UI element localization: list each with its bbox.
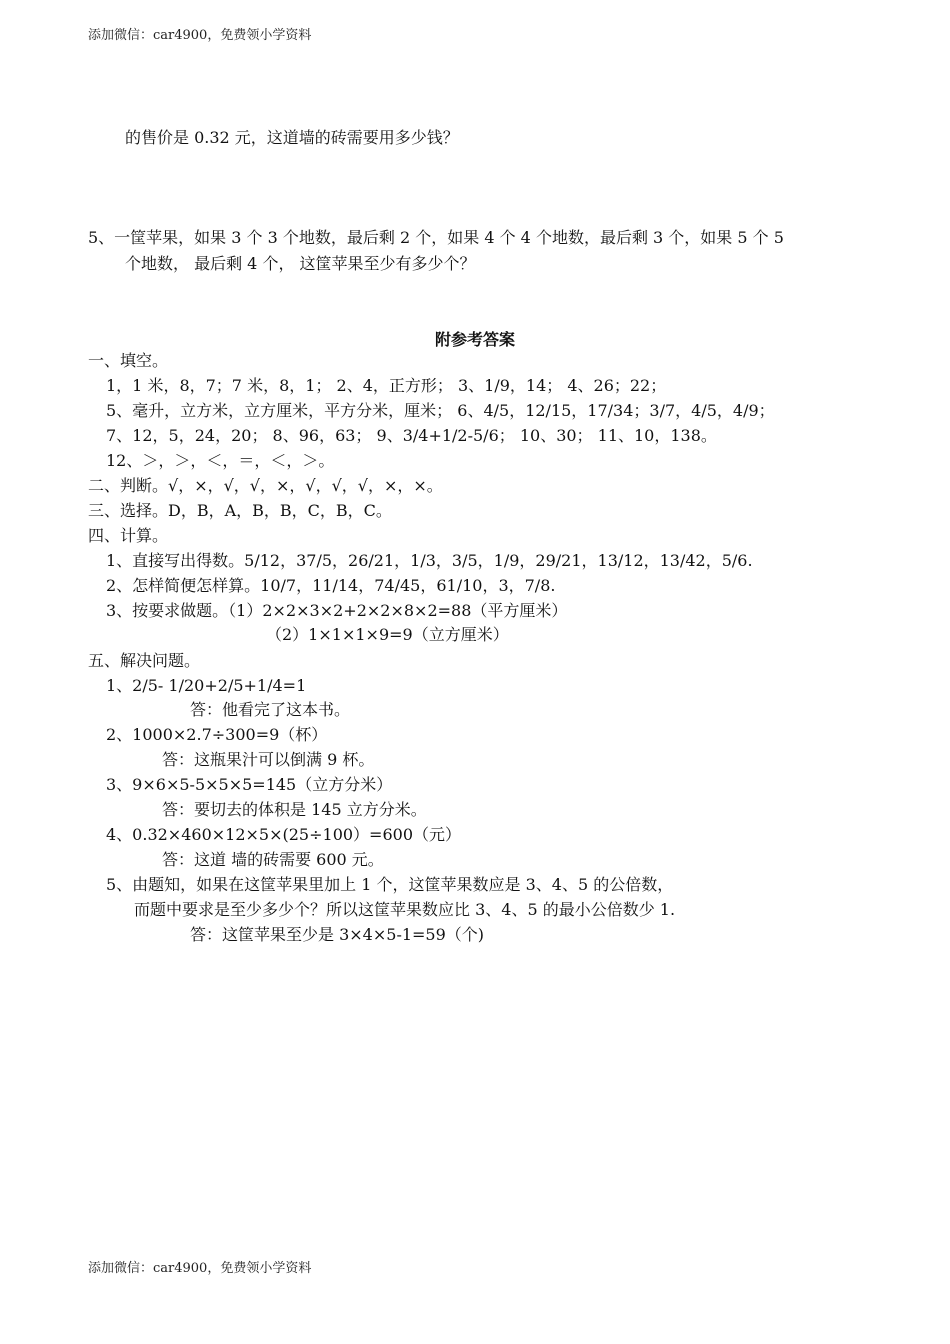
section-4-line-2: 2、怎样简便怎样算。10/7，11/14，74/45，61/10，3，7/8.: [106, 576, 556, 595]
section-5-answer-3: 答：要切去的体积是 145 立方分米。: [162, 800, 427, 819]
section-5-answer-2: 答：这瓶果汁可以倒满 9 杯。: [162, 750, 375, 769]
section-5-heading: 五、解决问题。: [88, 651, 201, 670]
question-5-line-1: 5、一筐苹果，如果 3 个 3 个地数，最后剩 2 个，如果 4 个 4 个地数，最后剩 3 个，如果 5 个 5: [88, 228, 784, 247]
section-2: 二、判断。√，×，√，√，×，√，√，√，×，×。: [88, 476, 443, 495]
section-5-answer-4: 答：这道 墙的砖需要 600 元。: [162, 850, 384, 869]
section-5-answer-5: 答：这筐苹果至少是 3×4×5-1=59（个): [190, 925, 485, 944]
page-header: 添加微信：car4900，免费领小学资料: [88, 28, 312, 43]
question-4-continuation: 的售价是 0.32 元，这道墙的砖需要用多少钱？: [125, 128, 459, 147]
page-footer: 添加微信：car4900，免费领小学资料: [88, 1261, 312, 1276]
section-4-line-1: 1、直接写出得数。5/12，37/5，26/21，1/3，3/5，1/9，29/21，13/12，13/42，5/6.: [106, 551, 753, 570]
section-1-line-3: 7、12，5，24，20； 8、96，63； 9、3/4+1/2-5/6； 10、30； 11、10，138。: [106, 426, 717, 445]
question-5-line-2: 个地数， 最后剩 4 个， 这筐苹果至少有多少个？: [125, 254, 476, 273]
section-1-line-4: 12、＞，＞，＜，＝，＜，＞。: [106, 451, 335, 470]
section-1-heading: 一、填空。: [88, 351, 169, 370]
section-4-heading: 四、计算。: [88, 526, 169, 545]
section-5-question-5-line-1: 5、由题知，如果在这筐苹果里加上 1 个，这筐苹果数应是 3、4、5 的公倍数，: [106, 875, 674, 894]
section-1-line-1: 1，1 米，8，7；7 米，8，1； 2、4，正方形； 3、1/9，14； 4、26；22；: [106, 376, 667, 395]
section-5-question-4: 4、0.32×460×12×5×(25÷100）=600（元）: [106, 825, 462, 844]
section-3: 三、选择。D，B，A，B，B，C，B，C。: [88, 501, 392, 520]
section-5-question-1: 1、2/5- 1/20+2/5+1/4=1: [106, 676, 307, 695]
section-5-question-3: 3、9×6×5-5×5×5=145（立方分米）: [106, 775, 393, 794]
answers-title: 附参考答案: [434, 330, 515, 349]
section-5-question-2: 2、1000×2.7÷300=9（杯）: [106, 725, 328, 744]
section-4-line-3: 3、按要求做题。（1）2×2×3×2+2×2×8×2=88（平方厘米）: [106, 601, 568, 620]
section-1-line-2: 5、毫升，立方米，立方厘米，平方分米，厘米； 6、4/5，12/15，17/34；3/7，4/5，4/9；: [106, 401, 775, 420]
section-5-question-5-line-2: 而题中要求是至少多少个？所以这筐苹果数应比 3、4、5 的最小公倍数少 1.: [134, 900, 676, 919]
section-5-answer-1: 答：他看完了这本书。: [190, 700, 351, 719]
section-4-line-4: （2）1×1×1×9=9（立方厘米）: [266, 625, 509, 644]
